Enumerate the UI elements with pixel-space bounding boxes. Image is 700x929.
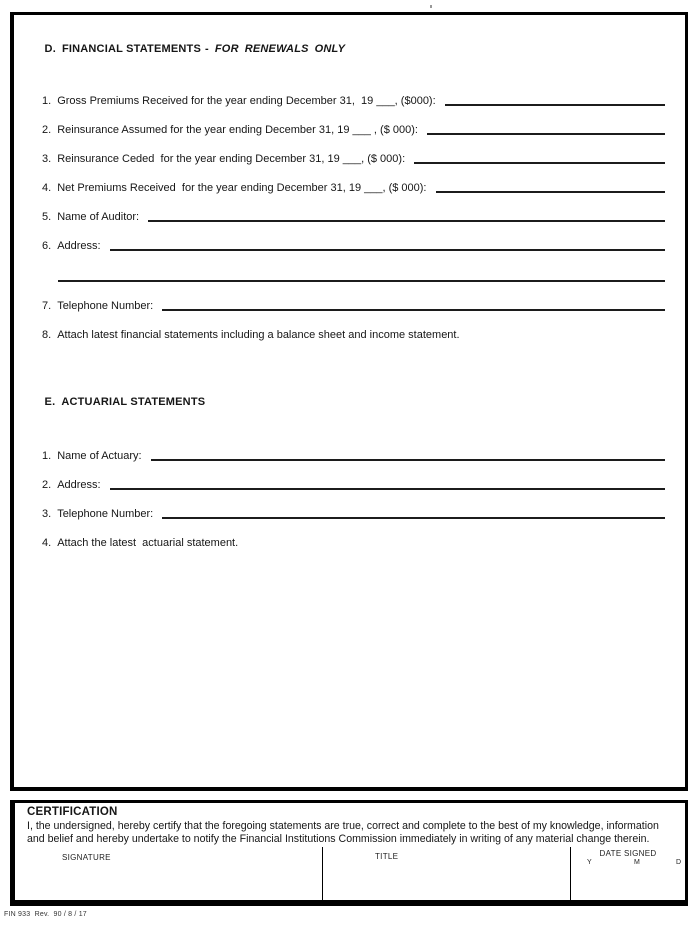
item-number: 3. bbox=[42, 508, 52, 520]
item-label: Address: bbox=[57, 240, 101, 252]
title-label: TITLE bbox=[375, 852, 399, 861]
item-label: Telephone Number: bbox=[57, 300, 154, 312]
date-signed-label: DATE SIGNED bbox=[599, 849, 657, 858]
section-e-title: ACTUARIAL STATEMENTS bbox=[61, 396, 206, 408]
section-e-heading bbox=[25, 384, 685, 420]
fill-in-line[interactable] bbox=[151, 459, 665, 461]
fill-in-line[interactable] bbox=[445, 104, 665, 106]
form-item-row bbox=[42, 195, 665, 224]
form-item-row bbox=[42, 166, 665, 195]
form-item-row bbox=[42, 108, 665, 137]
scan-speck bbox=[430, 5, 432, 8]
form-item-row bbox=[42, 137, 665, 166]
item-number: 6. bbox=[42, 240, 52, 252]
fill-in-line[interactable] bbox=[427, 133, 665, 135]
fill-in-line[interactable] bbox=[162, 517, 665, 519]
heading-dash: - bbox=[205, 43, 209, 55]
fill-in-line[interactable] bbox=[414, 162, 665, 164]
item-number: 7. bbox=[42, 300, 52, 312]
item-label: Reinsurance Ceded for the year ending December 31, 19 ___, ($ 000): bbox=[57, 153, 406, 165]
form-number-footer: FIN 933 Rev. 90 / 8 / 17 bbox=[4, 911, 87, 918]
title-cell[interactable] bbox=[322, 847, 570, 900]
fill-in-line[interactable] bbox=[436, 191, 666, 193]
signature-cell[interactable] bbox=[15, 847, 322, 900]
fill-in-line[interactable] bbox=[58, 280, 665, 282]
item-label: Address: bbox=[57, 479, 101, 491]
address-continuation-row bbox=[42, 253, 665, 284]
item-number: 2. bbox=[42, 124, 52, 136]
form-item-row bbox=[42, 313, 665, 342]
fill-in-line[interactable] bbox=[148, 220, 665, 222]
section-d-heading bbox=[25, 31, 685, 67]
item-label: Name of Auditor: bbox=[57, 211, 140, 223]
item-number: 4. bbox=[42, 182, 52, 194]
date-year-label: Y bbox=[587, 859, 592, 866]
item-label: Gross Premiums Received for the year ending December 31, 19 ___, ($000): bbox=[57, 95, 436, 107]
item-number: 1. bbox=[42, 450, 52, 462]
item-number: 4. bbox=[42, 537, 52, 549]
form-item-row bbox=[42, 521, 665, 550]
item-number: 8. bbox=[42, 329, 52, 341]
date-day-label: D bbox=[676, 859, 682, 866]
section-d-items bbox=[42, 79, 665, 342]
item-label: Telephone Number: bbox=[57, 508, 154, 520]
form-item-row bbox=[42, 434, 665, 463]
section-d-letter: D. bbox=[44, 43, 56, 55]
fill-in-line[interactable] bbox=[162, 309, 665, 311]
fill-in-line[interactable] bbox=[110, 488, 665, 490]
qualifier-for: FOR bbox=[214, 43, 239, 55]
section-d-title: FINANCIAL STATEMENTS bbox=[61, 43, 202, 55]
qualifier-only: ONLY bbox=[314, 43, 346, 55]
qualifier-renewals: RENEWALS bbox=[244, 43, 309, 55]
form-item-row bbox=[42, 79, 665, 108]
item-number: 3. bbox=[42, 153, 52, 165]
item-label: Reinsurance Assumed for the year ending December 31, 19 ___ , ($ 000): bbox=[57, 124, 418, 136]
item-number: 1. bbox=[42, 95, 52, 107]
form-item-row bbox=[42, 463, 665, 492]
form-main-box bbox=[10, 12, 688, 791]
certification-body-text: I, the undersigned, hereby certify that the foregoing statements are true, correct and complete to the best of my knowledge, information and belief and hereby undertake to notify the Financial Institutions Commission immediately in writing of any material change therein. bbox=[27, 820, 659, 845]
item-number: 5. bbox=[42, 211, 52, 223]
date-month-label: M bbox=[634, 859, 640, 866]
signature-label: SIGNATURE bbox=[62, 853, 111, 862]
item-label: Name of Actuary: bbox=[57, 450, 142, 462]
certification-title: CERTIFICATION bbox=[27, 806, 118, 818]
fill-in-line[interactable] bbox=[110, 249, 665, 251]
date-signed-cell[interactable] bbox=[570, 847, 685, 900]
item-label: Attach latest financial statements including a balance sheet and income statement. bbox=[57, 329, 460, 341]
section-e-letter: E. bbox=[44, 396, 56, 408]
form-item-row bbox=[42, 224, 665, 253]
section-e-items bbox=[42, 434, 665, 550]
certification-box bbox=[10, 800, 688, 906]
form-item-row bbox=[42, 492, 665, 521]
form-item-row bbox=[42, 284, 665, 313]
item-label: Net Premiums Received for the year ending December 31, 19 ___, ($ 000): bbox=[57, 182, 427, 194]
item-label: Attach the latest actuarial statement. bbox=[57, 537, 239, 549]
signature-row bbox=[15, 847, 685, 900]
item-number: 2. bbox=[42, 479, 52, 491]
